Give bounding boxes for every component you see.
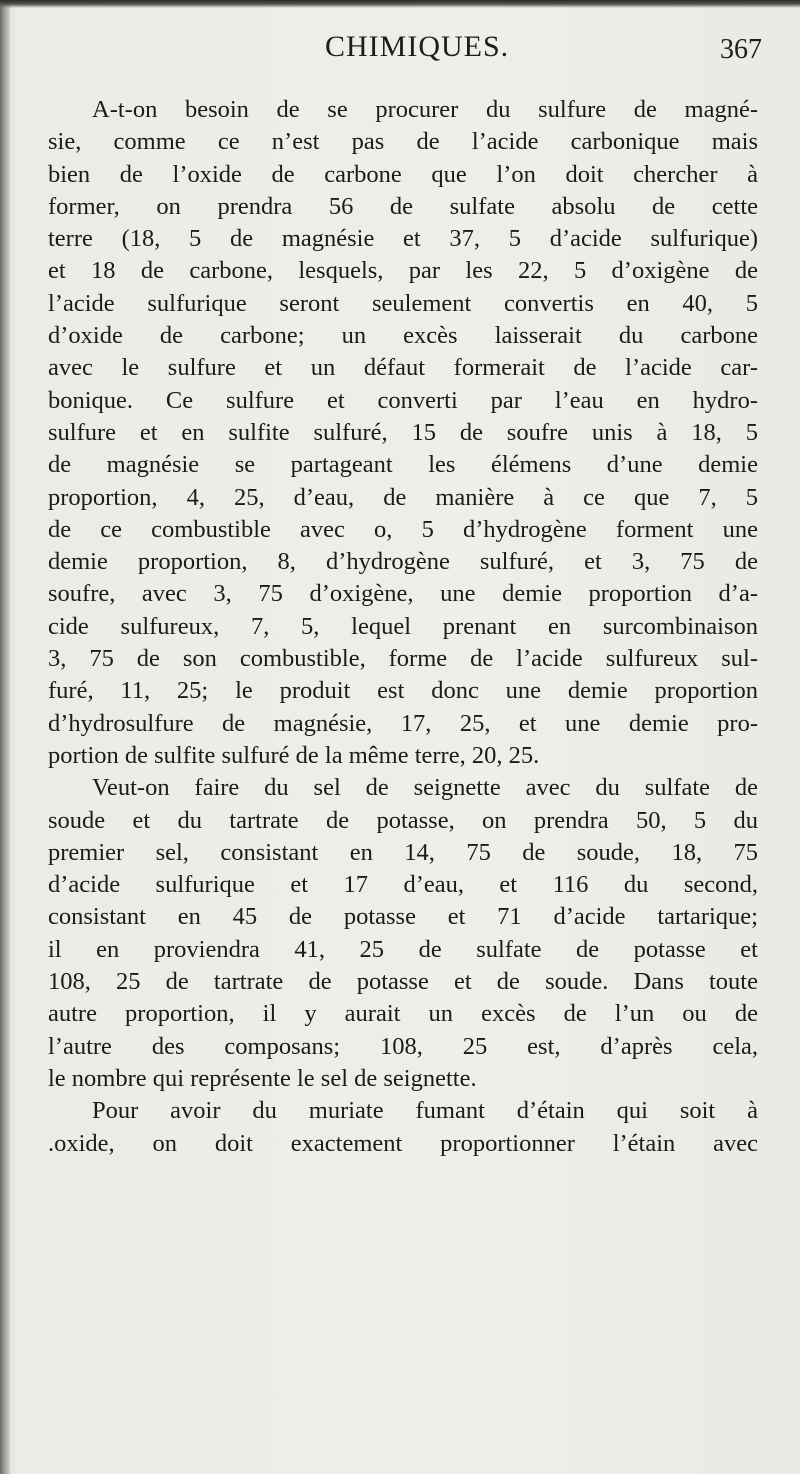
text-line: proportion, 4, 25, d’eau, de manière à ce que 7, 5 [48, 483, 758, 511]
text-line: sulfure et en sulfite sulfuré, 15 de soufre unis à 18, 5 [48, 418, 758, 446]
text-line: demie proportion, 8, d’hydrogène sulfuré, et 3, 75 de [48, 548, 758, 576]
text-line: de magnésie se partageant les élémens d’une demie [48, 451, 758, 479]
text-line: l’acide sulfurique seront seulement convertis en 40, 5 [48, 289, 758, 317]
text-line: d’oxide de carbone; un excès laisserait du carbone [48, 322, 758, 350]
text-line: le nombre qui représente le sel de seignette. [48, 1064, 477, 1092]
running-title: CHIMIQUES. [325, 30, 510, 63]
text-line: l’autre des composans; 108, 25 est, d’après cela, [48, 1032, 758, 1060]
text-line: d’hydrosulfure de magnésie, 17, 25, et une demie pro- [48, 709, 758, 737]
text-line: sie, comme ce n’est pas de l’acide carbonique mais [48, 128, 758, 156]
text-line: 108, 25 de tartrate de potasse et de soude. Dans toute [48, 968, 758, 996]
text-line: former, on prendra 56 de sulfate absolu de cette [48, 192, 758, 220]
text-line: cide sulfureux, 7, 5, lequel prenant en surcombinaison [48, 612, 758, 640]
text-line: soufre, avec 3, 75 d’oxigène, une demie proportion d’a- [48, 580, 758, 608]
text-line: et 18 de carbone, lesquels, par les 22, 5 d’oxigène de [48, 257, 758, 285]
text-line: bonique. Ce sulfure et converti par l’eau en hydro- [48, 386, 758, 414]
text-line: bien de l’oxide de carbone que l’on doit chercher à [48, 160, 758, 188]
page-number: 367 [720, 34, 762, 65]
text-line: furé, 11, 25; le produit est donc une demie proportion [48, 677, 758, 705]
text-line: Pour avoir du muriate fumant d’étain qui soit à [92, 1097, 758, 1125]
page-binding-edge [0, 0, 10, 1474]
text-line: Veut-on faire du sel de seignette avec du sulfate de [92, 774, 758, 802]
text-line: 3, 75 de son combustible, forme de l’acide sulfureux sul- [48, 645, 758, 673]
text-line: portion de sulfite sulfuré de la même terre, 20, 25. [48, 741, 540, 769]
body-text [48, 94, 758, 1160]
page-header [0, 30, 800, 80]
page-top-edge [0, 0, 800, 8]
text-line: terre (18, 5 de magnésie et 37, 5 d’acide sulfurique) [48, 225, 758, 253]
text-line: soude et du tartrate de potasse, on prendra 50, 5 du [48, 806, 758, 834]
text-line: avec le sulfure et un défaut formerait de l’acide car- [48, 354, 758, 382]
text-line: d’acide sulfurique et 17 d’eau, et 116 du second, [48, 871, 758, 899]
text-line: .oxide, on doit exactement proportionner l’étain avec [48, 1129, 758, 1157]
text-line: il en proviendra 41, 25 de sulfate de potasse et [48, 935, 758, 963]
text-line: A-t-on besoin de se procurer du sulfure de magné- [92, 96, 758, 123]
text-line: consistant en 45 de potasse et 71 d’acide tartarique; [48, 903, 758, 931]
text-line: autre proportion, il y aurait un excès de l’un ou de [48, 1000, 758, 1028]
text-line: de ce combustible avec o, 5 d’hydrogène forment une [48, 515, 758, 543]
text-line: premier sel, consistant en 14, 75 de soude, 18, 75 [48, 838, 758, 866]
